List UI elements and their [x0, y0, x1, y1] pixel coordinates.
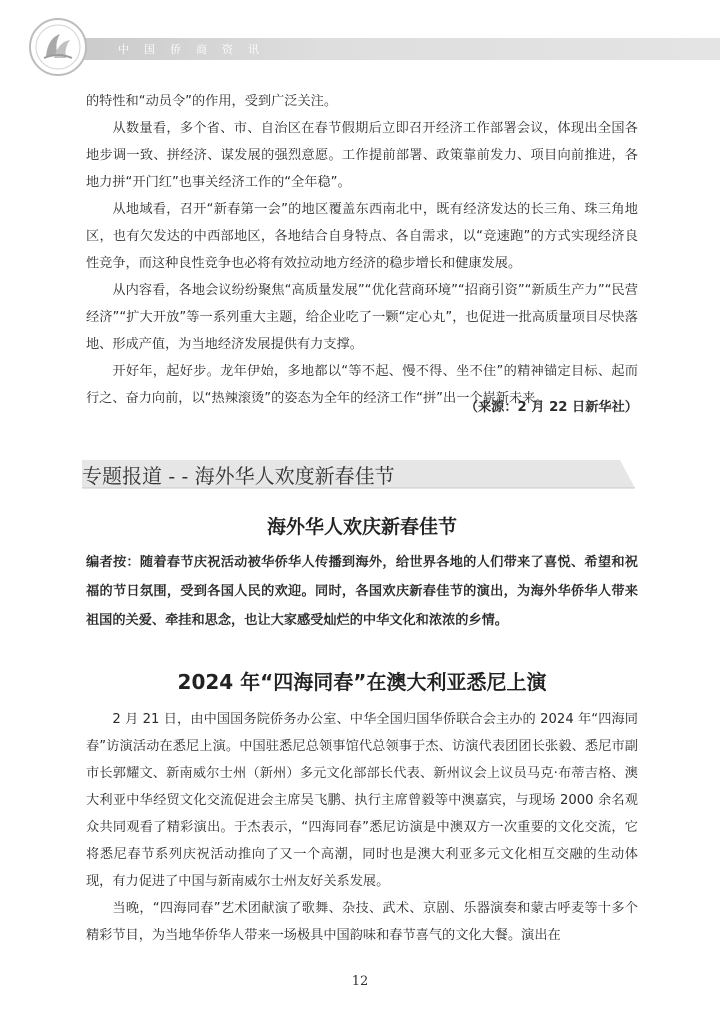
page-number: 12 [351, 974, 369, 989]
section-heading-bar [82, 458, 635, 490]
intro-paragraph-4: 从内容看，各地会议纷纷聚焦“高质量发展”“优化营商环境”“招商引资”“新质生产力”“民营经济”“扩大开放”等一系列重大主题，给企业吃了一颗“定心丸”，也促进一批高质量项目尽快落地、形成产值，为当地经济发展提供有力支撑。 [86, 283, 638, 352]
source-citation: （来源：2 月 22 日新华社） [464, 400, 638, 415]
header-title: 中国侨商资讯 [118, 43, 274, 56]
article-paragraph-1: 2 月 21 日，由中国国务院侨务办公室、中华全国归国华侨联合会主办的 2024 年“四海同春”访演活动在悉尼上演。中国驻悉尼总领事馆代总领事于杰、访演代表团团长张毅、悉尼市副市长郭耀文、新南威尔士州（新州）多元文化部部长代表、新州议会上议员马克·布蒂吉格、澳大利亚中华经贸文化交流促进会主席吴飞鹏、执行主席曾毅等中澳嘉宾，与现场 2000 余名观众共同观看了精彩演出。于杰表示，“四海同春”悉尼访演是中澳双方一次重要的文化交流，它将悉尼春节系列庆祝活动推向了又一个高潮，同时也是澳大利亚多元文化相互交融的生动体现，有力促进了中国与新南威尔士州友好关系发展。 [86, 712, 638, 889]
article-paragraph-2: 当晚，“四海同春”艺术团献演了歌舞、杂技、武术、京剧、乐器演奏和蒙古呼麦等十多个精彩节目，为当地华侨华人带来一场极具中国韵味和春节喜气的文化大餐。演出在 [86, 901, 638, 943]
intro-paragraph-1: 的特性和“动员令”的作用，受到广泛关注。 [86, 94, 338, 109]
intro-paragraph-3: 从地域看，召开“新春第一会”的地区覆盖东西南北中，既有经济发达的长三角、珠三角地区，也有欠发达的中西部地区，各地结合自身特点、各自需求，以“竞速跑”的方式实现经济良性竞争，而这种良性竞争也必将有效拉动地方经济的稳步增长和健康发展。 [86, 202, 638, 271]
overseas-chinese-chamber-logo-icon [24, 16, 92, 78]
intro-text [86, 88, 638, 412]
article-title-2: 2024 年“四海同春”在澳大利亚悉尼上演 [177, 670, 547, 694]
article-body [86, 706, 638, 949]
editor-note: 编者按：随着春节庆祝活动被华侨华人传播到海外，给世界各地的人们带来了喜悦、希望和祝福的节日氛围，受到各国人民的欢迎。同时，各国欢庆新春佳节的演出，为海外华侨华人带来祖国的关爱、牵挂和思念，也让大家感受灿烂的中华文化和浓浓的乡情。 [86, 555, 638, 628]
article-title-1: 海外华人欢庆新春佳节 [266, 516, 457, 538]
intro-paragraph-2: 从数量看，多个省、市、自治区在春节假期后立即召开经济工作部署会议，体现出全国各地步调一致、拼经济、谋发展的强烈意愿。工作提前部署、政策靠前发力、项目向前推进，各地力拼“开门红”也事关经济工作的“全年稳”。 [86, 121, 638, 190]
section-heading: 专题报道 - - 海外华人欢度新春佳节 [82, 464, 395, 488]
intro-paragraph-5: 开好年，起好步。龙年伊始，多地都以“等不起、慢不得、坐不住”的精神锚定目标、起而行之、奋力向前，以“热辣滚烫”的姿态为全年的经济工作“拼”出一个崭新未来。 [86, 364, 638, 406]
